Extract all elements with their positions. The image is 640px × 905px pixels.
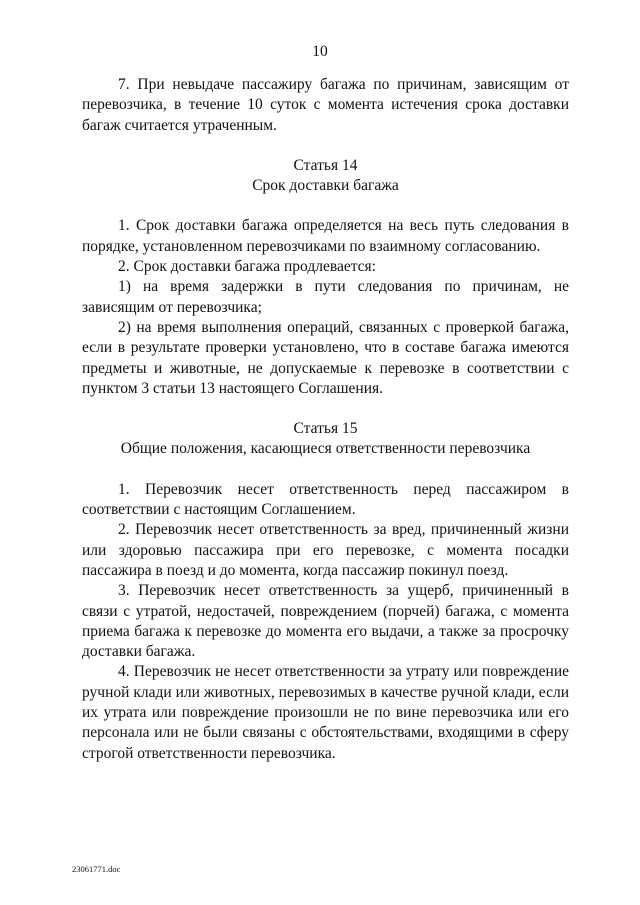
article-14-paragraph: 2. Срок доставки багажа продлевается: — [118, 258, 376, 276]
article-14-title: Срок доставки багажа — [252, 177, 399, 195]
footer-filename: 23061771.doc — [72, 864, 121, 874]
article-15-paragraph: 3. Перевозчик несет ответственность за ущерб, причиненный в связи с утратой, недостачей, повреждением (порчей) багажа, с момента приема багажа к перевозке до момента его выдачи, а также за просрочку доставки багажа. — [82, 582, 569, 661]
document-body — [82, 75, 569, 764]
article-14-paragraph: 1. Срок доставки багажа определяется на весь путь следования в порядке, установленном перевозчиками по взаимному согласованию. — [82, 217, 569, 255]
article-14-paragraph: 1) на время задержки в пути следования по причинам, не зависящим от перевозчика; — [82, 278, 569, 316]
article-14-paragraph: 2) на время выполнения операций, связанных с проверкой багажа, если в результате проверки установлено, что в составе багажа имеются предметы и животные, не допускаемые к перевозке в соответствии с пунктом 3 статьи 13 настоящего Соглашения. — [82, 318, 569, 397]
article-15-title: Общие положения, касающиеся ответственности перевозчика — [120, 440, 531, 458]
article-15-paragraph: 2. Перевозчик несет ответственность за вред, причиненный жизни или здоровью пассажира при его перевозке, с момента посадки пассажира в поезд и до момента, когда пассажир покинул поезд. — [82, 521, 569, 579]
article-15-paragraph: 4. Перевозчик не несет ответственности за утрату или повреждение ручной клади или животных, перевозимых в качестве ручной клади, если их утрата или повреждение произошли не по вине перевозчика или его персонала или не были связаны с обстоятельствами, входящими в сферу строгой ответственности перевозчика. — [82, 663, 569, 762]
article-15-number: Статья 15 — [293, 420, 358, 438]
article-15-paragraph: 1. Перевозчик несет ответственность перед пассажиром в соответствии с настоящим Соглашением. — [82, 480, 569, 519]
paragraph-7: 7. При невыдаче пассажиру багажа по причинам, зависящим от перевозчика, в течение 10 суток с момента истечения срока доставки багаж считается утраченным. — [82, 76, 569, 134]
article-14-number: Статья 14 — [293, 156, 358, 174]
page-number: 10 — [312, 43, 328, 60]
